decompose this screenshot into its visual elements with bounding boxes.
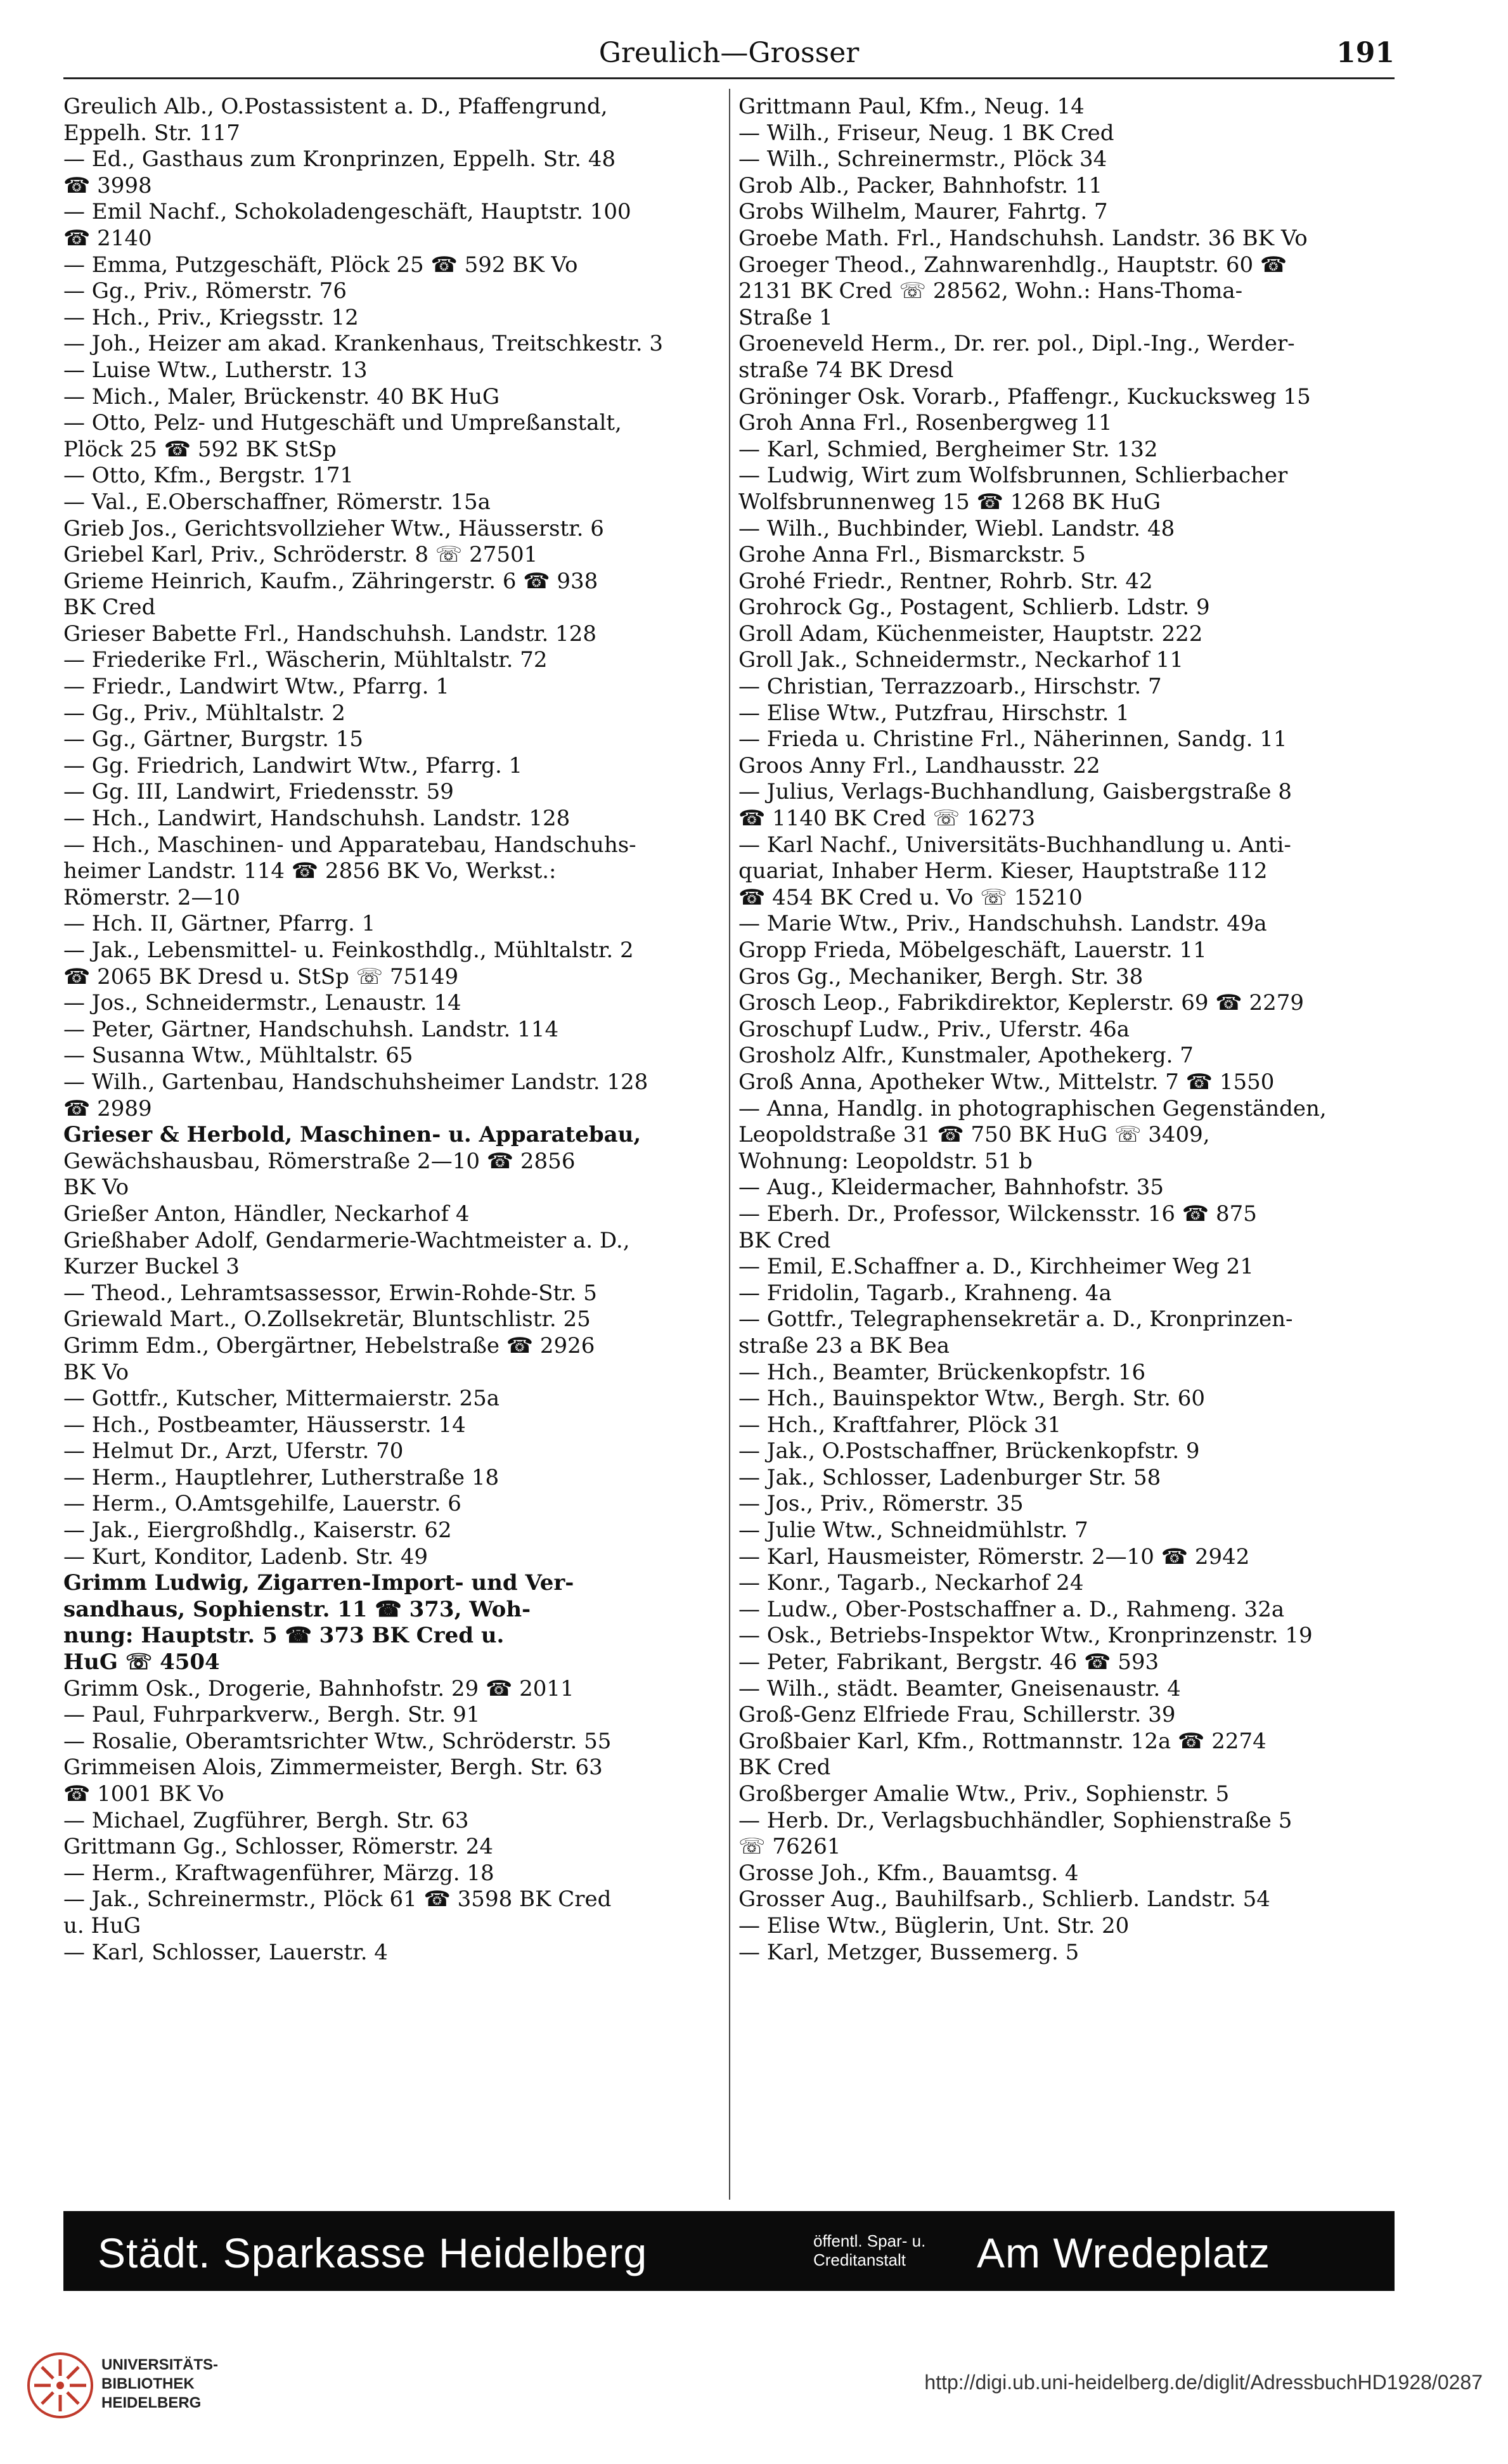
directory-entry: ☎ 2065 BK Dresd u. StSp ☏ 75149: [63, 964, 459, 990]
directory-entry: BK Vo: [63, 1175, 129, 1201]
directory-entry: BK Vo: [63, 1359, 129, 1385]
directory-entry: — Ludwig, Wirt zum Wolfsbrunnen, Schlierbacher: [738, 463, 1288, 489]
directory-entry: Groß-Genz Elfriede Frau, Schillerstr. 39: [738, 1702, 1176, 1728]
directory-entry: Römerstr. 2—10: [63, 884, 240, 910]
running-title: Greulich—Grosser: [598, 37, 860, 69]
directory-entry: — Aug., Kleidermacher, Bahnhofstr. 35: [738, 1175, 1164, 1201]
directory-entry: — Herm., Hauptlehrer, Lutherstraße 18: [63, 1464, 499, 1490]
directory-entry: — Luise Wtw., Lutherstr. 13: [63, 357, 368, 383]
directory-entry: — Karl Nachf., Universitäts-Buchhandlung u. Anti-: [738, 832, 1291, 858]
directory-entry: straße 74 BK Dresd: [738, 357, 954, 383]
directory-entry: Grieme Heinrich, Kaufm., Zähringerstr. 6 ☎ 938: [63, 568, 598, 594]
directory-entry: — Helmut Dr., Arzt, Uferstr. 70: [63, 1438, 404, 1464]
directory-entry: — Karl, Metzger, Bussemerg. 5: [738, 1939, 1079, 1965]
directory-entry: — Jos., Schneidermstr., Lenaustr. 14: [63, 990, 461, 1016]
directory-entry: — Friederike Frl., Wäscherin, Mühltalstr. 72: [63, 647, 548, 673]
directory-entry: — Jak., Lebensmittel- u. Feinkosthdlg., Mühltalstr. 2: [63, 938, 634, 963]
directory-entry: — Gg. Friedrich, Landwirt Wtw., Pfarrg. 1: [63, 752, 523, 778]
directory-entry: ☎ 3998: [63, 172, 152, 198]
directory-entry: — Marie Wtw., Priv., Handschuhsh. Landstr. 49a: [738, 911, 1267, 937]
directory-entry: Leopoldstraße 31 ☎ 750 BK HuG ☏ 3409,: [738, 1122, 1210, 1148]
directory-entry: — Emil, E.Schaffner a. D., Kirchheimer Weg 21: [738, 1254, 1254, 1280]
directory-entry: Gropp Frieda, Möbelgeschäft, Lauerstr. 11: [738, 938, 1207, 963]
directory-entry: 2131 BK Cred ☏ 28562, Wohn.: Hans-Thoma-: [738, 278, 1243, 304]
right-column: [738, 94, 1417, 2198]
directory-entry: — Mich., Maler, Brückenstr. 40 BK HuG: [63, 384, 500, 410]
directory-entry: — Fridolin, Tagarb., Krahneng. 4a: [738, 1280, 1112, 1306]
directory-entry: — Val., E.Oberschaffner, Römerstr. 15a: [63, 489, 491, 515]
directory-entry: — Paul, Fuhrparkverw., Bergh. Str. 91: [63, 1702, 480, 1728]
directory-entry: — Julius, Verlags-Buchhandlung, Gaisbergstraße 8: [738, 779, 1292, 805]
banner-small-text: [813, 2231, 945, 2269]
directory-entry: Grimm Ludwig, Zigarren-Import- und Ver-: [63, 1570, 574, 1596]
directory-entry: — Otto, Kfm., Bergstr. 171: [63, 463, 354, 489]
directory-entry: — Karl, Hausmeister, Römerstr. 2—10 ☎ 2942: [738, 1544, 1250, 1570]
directory-entry: BK Cred: [738, 1227, 831, 1253]
directory-entry: — Otto, Pelz- und Hutgeschäft und Umpreßanstalt,: [63, 410, 622, 436]
page-number: 191: [1336, 37, 1395, 69]
directory-entry: Groeger Theod., Zahnwarenhdlg., Hauptstr. 60 ☎: [738, 252, 1287, 278]
directory-entry: Gröninger Osk. Vorarb., Pfaffengr., Kuckucksweg 15: [738, 384, 1311, 410]
directory-entry: ☎ 454 BK Cred u. Vo ☏ 15210: [738, 884, 1083, 910]
directory-entry: — Emma, Putzgeschäft, Plöck 25 ☎ 592 BK Vo: [63, 252, 578, 278]
directory-entry: — Kurt, Konditor, Ladenb. Str. 49: [63, 1544, 429, 1570]
directory-entry: Grieser & Herbold, Maschinen- u. Apparatebau,: [63, 1122, 641, 1148]
directory-entry: — Peter, Gärtner, Handschuhsh. Landstr. 114: [63, 1016, 559, 1042]
directory-entry: — Konr., Tagarb., Neckarhof 24: [738, 1570, 1084, 1596]
directory-entry: — Wilh., Friseur, Neug. 1 BK Cred: [738, 120, 1114, 146]
directory-entry: — Hch., Kraftfahrer, Plöck 31: [738, 1412, 1062, 1438]
directory-entry: Grimm Osk., Drogerie, Bahnhofstr. 29 ☎ 2011: [63, 1675, 574, 1701]
directory-entry: Grosser Aug., Bauhilfsarb., Schlierb. Landstr. 54: [738, 1887, 1270, 1913]
directory-entry: — Anna, Handlg. in photographischen Gegenständen,: [738, 1095, 1327, 1121]
directory-entry: Grittmann Gg., Schlosser, Römerstr. 24: [63, 1834, 493, 1860]
directory-entry: — Frieda u. Christine Frl., Näherinnen, Sandg. 11: [738, 726, 1287, 752]
directory-entry: — Osk., Betriebs-Inspektor Wtw., Kronprinzenstr. 19: [738, 1623, 1313, 1649]
directory-entry: Groß Anna, Apotheker Wtw., Mittelstr. 7 ☎ 1550: [738, 1069, 1275, 1095]
directory-entry: u. HuG: [63, 1913, 141, 1938]
directory-entry: Eppelh. Str. 117: [63, 120, 240, 146]
directory-entry: Grieser Babette Frl., Handschuhsh. Landstr. 128: [63, 621, 596, 647]
directory-entry: ☎ 1001 BK Vo: [63, 1781, 224, 1807]
directory-entry: Groschupf Ludw., Priv., Uferstr. 46a: [738, 1016, 1130, 1042]
directory-entry: — Ed., Gasthaus zum Kronprinzen, Eppelh. Str. 48: [63, 146, 616, 172]
library-name: [101, 2356, 218, 2413]
directory-entry: Groebe Math. Frl., Handschuhsh. Landstr. 36 BK Vo: [738, 225, 1308, 251]
directory-entry: Groeneveld Herm., Dr. rer. pol., Dipl.-Ing., Werder-: [738, 331, 1295, 357]
directory-entry: — Hch. II, Gärtner, Pfarrg. 1: [63, 911, 376, 937]
directory-entry: Groos Anny Frl., Landhausstr. 22: [738, 752, 1100, 778]
directory-entry: — Wilh., Schreinermstr., Plöck 34: [738, 146, 1107, 172]
directory-entry: ☎ 2140: [63, 225, 152, 251]
directory-entry: BK Cred: [63, 595, 156, 621]
directory-entry: Wohnung: Leopoldstr. 51 b: [738, 1148, 1033, 1174]
left-column: [63, 94, 742, 2198]
directory-entry: — Julie Wtw., Schneidmühlstr. 7: [738, 1518, 1088, 1544]
directory-entry: — Wilh., Buchbinder, Wiebl. Landstr. 48: [738, 515, 1175, 541]
directory-entry: — Eberh. Dr., Professor, Wilckensstr. 16 ☎ 875: [738, 1201, 1257, 1227]
directory-entry: — Emil Nachf., Schokoladengeschäft, Hauptstr. 100: [63, 199, 631, 225]
directory-entry: — Jak., Schlosser, Ladenburger Str. 58: [738, 1464, 1161, 1490]
directory-entry: Grohe Anna Frl., Bismarckstr. 5: [738, 542, 1086, 568]
directory-entry: quariat, Inhaber Herm. Kieser, Hauptstraße 112: [738, 858, 1268, 884]
directory-entry: Kurzer Buckel 3: [63, 1254, 240, 1280]
directory-entry: Grimmeisen Alois, Zimmermeister, Bergh. Str. 63: [63, 1755, 603, 1781]
banner-small-line: öffentl. Spar- u.: [813, 2231, 926, 2250]
directory-entry: Großberger Amalie Wtw., Priv., Sophienstr. 5: [738, 1781, 1230, 1807]
directory-entry: Grohé Friedr., Rentner, Rohrb. Str. 42: [738, 568, 1153, 594]
directory-entry: — Hch., Maschinen- und Apparatebau, Handschuhs-: [63, 832, 636, 858]
directory-entry: Grieb Jos., Gerichtsvollzieher Wtw., Häusserstr. 6: [63, 515, 604, 541]
directory-entry: — Hch., Postbeamter, Häusserstr. 14: [63, 1412, 466, 1438]
directory-entry: Großbaier Karl, Kfm., Rottmannstr. 12a ☎ 2274: [738, 1728, 1266, 1754]
directory-entry: Grosholz Alfr., Kunstmaler, Apothekerg. 7: [738, 1043, 1194, 1069]
directory-entry: — Gg. III, Landwirt, Friedensstr. 59: [63, 779, 454, 805]
directory-entry: — Elise Wtw., Büglerin, Unt. Str. 20: [738, 1913, 1130, 1938]
directory-entry: — Hch., Landwirt, Handschuhsh. Landstr. 128: [63, 806, 570, 832]
directory-entry: — Herm., Kraftwagenführer, Märzg. 18: [63, 1860, 494, 1886]
directory-entry: Grosse Joh., Kfm., Bauamtsg. 4: [738, 1860, 1079, 1886]
directory-entry: — Rosalie, Oberamtsrichter Wtw., Schröderstr. 55: [63, 1728, 612, 1754]
source-url[interactable]: http://digi.ub.uni-heidelberg.de/diglit/AdressbuchHD1928/0287: [924, 2371, 1483, 2394]
library-name-line: UNIVERSITÄTS-: [101, 2356, 219, 2373]
directory-entry: Grittmann Paul, Kfm., Neug. 14: [738, 94, 1085, 119]
university-library-logo-icon: [25, 2351, 95, 2420]
page-footer: [0, 2339, 1508, 2434]
directory-entry: Wolfsbrunnenweg 15 ☎ 1268 BK HuG: [738, 489, 1161, 515]
directory-entry: — Jak., O.Postschaffner, Brückenkopfstr. 9: [738, 1438, 1200, 1464]
directory-entry: — Karl, Schlosser, Lauerstr. 4: [63, 1939, 388, 1965]
directory-entry: — Wilh., Gartenbau, Handschuhsheimer Landstr. 128: [63, 1069, 648, 1095]
directory-entry: heimer Landstr. 114 ☎ 2856 BK Vo, Werkst.:: [63, 858, 557, 884]
directory-entry: — Hch., Priv., Kriegsstr. 12: [63, 304, 359, 330]
directory-entry: Groh Anna Frl., Rosenbergweg 11: [738, 410, 1112, 436]
directory-entry: Grosch Leop., Fabrikdirektor, Keplerstr. 69 ☎ 2279: [738, 990, 1304, 1016]
directory-entry: — Gg., Priv., Mühltalstr. 2: [63, 700, 345, 726]
directory-entry: nung: Hauptstr. 5 ☎ 373 BK Cred u.: [63, 1623, 505, 1649]
directory-entry: ☎ 1140 BK Cred ☏ 16273: [738, 806, 1036, 832]
directory-entry: Gewächshausbau, Römerstraße 2—10 ☎ 2856: [63, 1148, 576, 1174]
directory-entry: — Peter, Fabrikant, Bergstr. 46 ☎ 593: [738, 1649, 1159, 1675]
directory-entry: — Elise Wtw., Putzfrau, Hirschstr. 1: [738, 700, 1130, 726]
directory-entry: — Michael, Zugführer, Bergh. Str. 63: [63, 1807, 469, 1833]
directory-entry: — Wilh., städt. Beamter, Gneisenaustr. 4: [738, 1675, 1181, 1701]
banner-main-text: Städt. Sparkasse Heidelberg: [98, 2229, 648, 2276]
directory-entry: — Susanna Wtw., Mühltalstr. 65: [63, 1043, 413, 1069]
directory-entry: — Gg., Priv., Römerstr. 76: [63, 278, 347, 304]
directory-entry: Grohrock Gg., Postagent, Schlierb. Ldstr. 9: [738, 595, 1210, 621]
directory-entry: BK Cred: [738, 1755, 831, 1781]
library-name-line: HEIDELBERG: [101, 2394, 202, 2411]
banner-address: Am Wredeplatz: [977, 2229, 1270, 2276]
directory-entry: — Herm., O.Amtsgehilfe, Lauerstr. 6: [63, 1491, 461, 1517]
directory-entry: Grob Alb., Packer, Bahnhofstr. 11: [738, 172, 1103, 198]
directory-entry: Grießhaber Adolf, Gendarmerie-Wachtmeister a. D.,: [63, 1227, 630, 1253]
directory-entry: — Joh., Heizer am akad. Krankenhaus, Treitschkestr. 3: [63, 331, 663, 357]
directory-entry: — Christian, Terrazzoarb., Hirschstr. 7: [738, 674, 1162, 700]
directory-entry: — Gottfr., Kutscher, Mittermaierstr. 25a: [63, 1386, 500, 1412]
directory-entry: straße 23 a BK Bea: [738, 1332, 950, 1358]
page-header: [63, 37, 1395, 75]
banner-small-line: Creditanstalt: [813, 2250, 906, 2269]
directory-entry: Grießer Anton, Händler, Neckarhof 4: [63, 1201, 470, 1227]
directory-entry: — Hch., Bauinspektor Wtw., Bergh. Str. 60: [738, 1386, 1205, 1412]
directory-entry: — Jos., Priv., Römerstr. 35: [738, 1491, 1024, 1517]
directory-entry: sandhaus, Sophienstr. 11 ☎ 373, Woh-: [63, 1596, 531, 1622]
directory-entry: Griebel Karl, Priv., Schröderstr. 8 ☏ 27501: [63, 542, 538, 568]
directory-entry: — Gg., Gärtner, Burgstr. 15: [63, 726, 364, 752]
header-rule: [63, 77, 1395, 79]
directory-entry: — Karl, Schmied, Bergheimer Str. 132: [738, 436, 1158, 462]
directory-entry: HuG ☏ 4504: [63, 1649, 220, 1675]
directory-entry: Groll Adam, Küchenmeister, Hauptstr. 222: [738, 621, 1203, 647]
directory-entry: Gros Gg., Mechaniker, Bergh. Str. 38: [738, 964, 1144, 990]
directory-entry: Grimm Edm., Obergärtner, Hebelstraße ☎ 2926: [63, 1332, 595, 1358]
directory-entry: — Gottfr., Telegraphensekretär a. D., Kronprinzen-: [738, 1306, 1293, 1332]
directory-entry: ☏ 76261: [738, 1834, 841, 1860]
directory-entry: Griewald Mart., O.Zollsekretär, Bluntschlistr. 25: [63, 1306, 591, 1332]
directory-entry: — Jak., Schreinermstr., Plöck 61 ☎ 3598 BK Cred: [63, 1887, 612, 1913]
directory-entry: — Jak., Eiergroßhdlg., Kaiserstr. 62: [63, 1518, 452, 1544]
directory-entry: Straße 1: [738, 304, 833, 330]
directory-entry: Greulich Alb., O.Postassistent a. D., Pfaffengrund,: [63, 94, 608, 119]
directory-entry: — Friedr., Landwirt Wtw., Pfarrg. 1: [63, 674, 449, 700]
advertisement-banner: [63, 2211, 1395, 2291]
directory-entry: — Ludw., Ober-Postschaffner a. D., Rahmeng. 32a: [738, 1596, 1285, 1622]
directory-entry: — Theod., Lehramtsassessor, Erwin-Rohde-Str. 5: [63, 1280, 597, 1306]
directory-entry: Plöck 25 ☎ 592 BK StSp: [63, 436, 337, 462]
directory-entry: — Hch., Beamter, Brückenkopfstr. 16: [738, 1359, 1146, 1385]
directory-entry: Groll Jak., Schneidermstr., Neckarhof 11: [738, 647, 1183, 673]
directory-entry: — Herb. Dr., Verlagsbuchhändler, Sophienstraße 5: [738, 1807, 1292, 1833]
library-name-line: BIBLIOTHEK: [101, 2375, 195, 2392]
directory-entry: ☎ 2989: [63, 1095, 152, 1121]
directory-entry: Grobs Wilhelm, Maurer, Fahrtg. 7: [738, 199, 1108, 225]
